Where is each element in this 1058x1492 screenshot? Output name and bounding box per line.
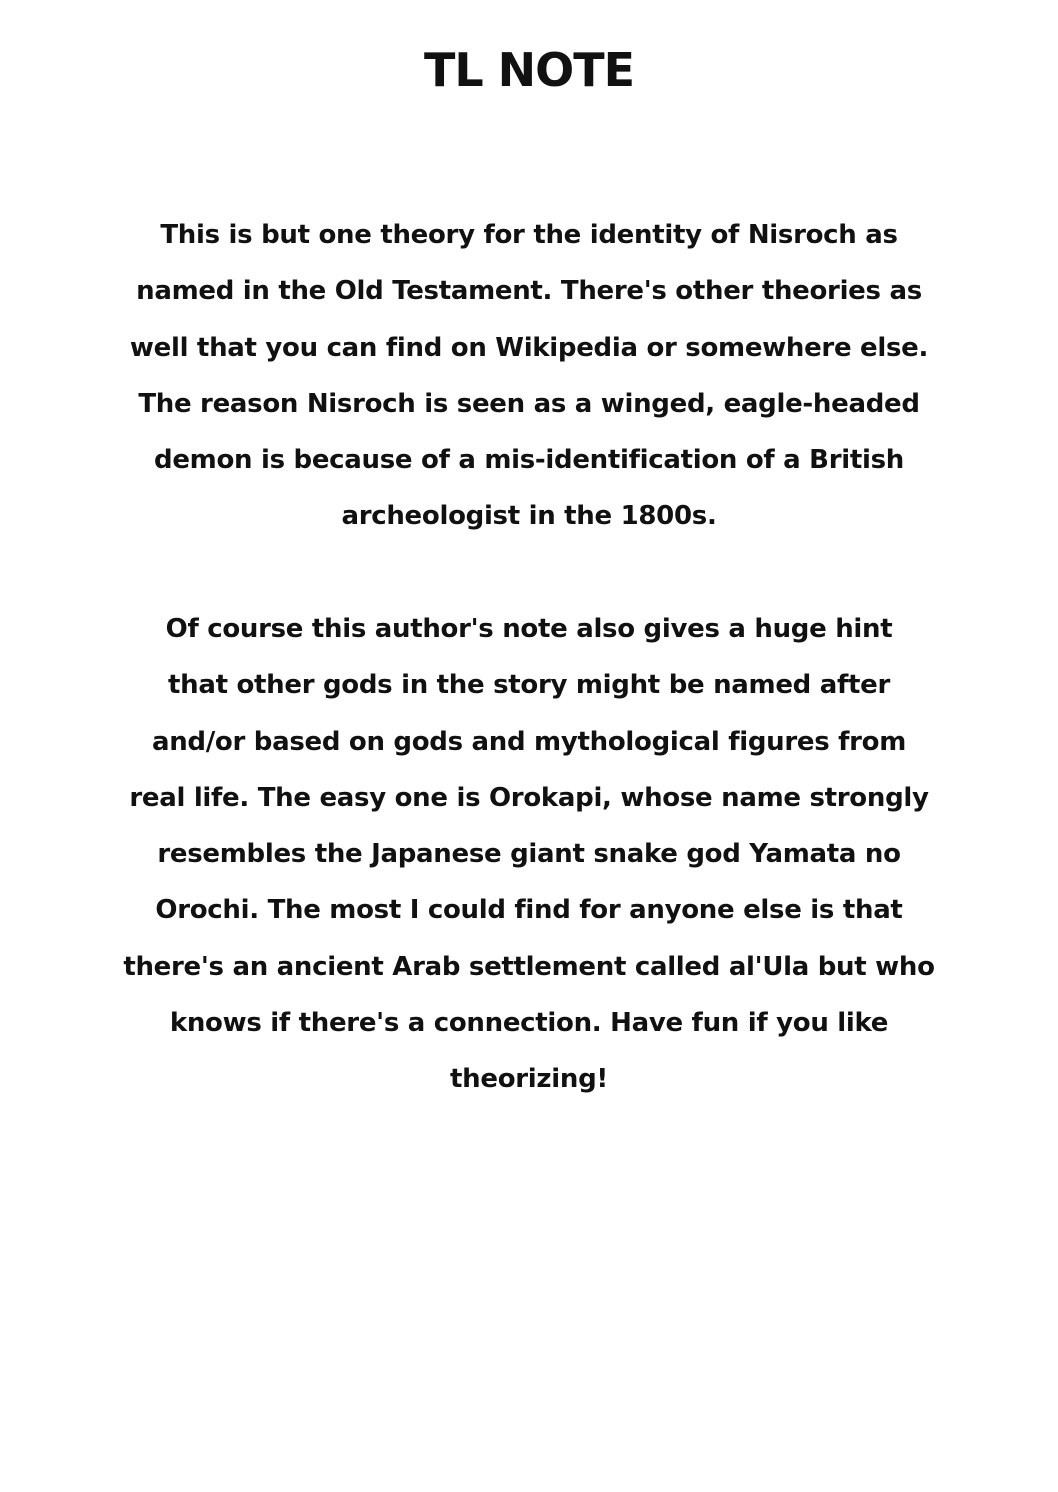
text-line: that other gods in the story might be named after (168, 670, 890, 701)
paragraph-nisroch-theory (120, 207, 938, 545)
text-line: theorizing! (450, 1064, 608, 1095)
text-line: archeologist in the 1800s. (341, 501, 717, 532)
text-line: real life. The easy one is Orokapi, whose name strongly (129, 782, 929, 813)
text-line: Orochi. The most I could find for anyone else is that (155, 895, 903, 926)
paragraph-gods-hint (120, 601, 938, 1108)
text-line: knows if there's a connection. Have fun if you like (169, 1008, 889, 1039)
text-line: well that you can find on Wikipedia or somewhere else. (129, 332, 929, 363)
page-title: TL NOTE (423, 43, 635, 97)
text-line: and/or based on gods and mythological figures from (151, 726, 907, 757)
text-line: Of course this author's note also gives a huge hint (165, 614, 893, 644)
text-line: The reason Nisroch is seen as a winged, eagle-headed (138, 388, 920, 419)
text-line: there's an ancient Arab settlement called al'Ula but who (123, 951, 935, 982)
text-line: named in the Old Testament. There's other theories as (136, 276, 922, 307)
text-line: resembles the Japanese giant snake god Yamata no (157, 839, 901, 870)
text-line: This is but one theory for the identity of Nisroch as (160, 220, 898, 250)
text-line: demon is because of a mis-identification of a British (154, 445, 904, 476)
